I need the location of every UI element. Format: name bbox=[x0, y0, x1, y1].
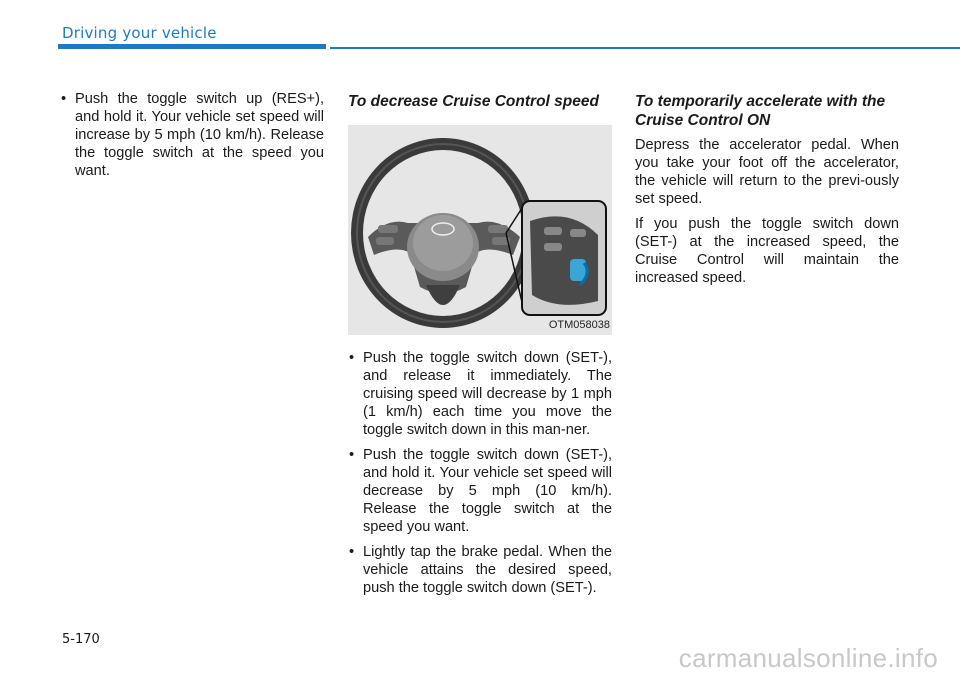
decrease-speed-heading: To decrease Cruise Control speed bbox=[348, 93, 599, 110]
column-2 bbox=[348, 92, 612, 604]
watermark: carmanualsonline.info bbox=[678, 643, 938, 673]
bullet-item: • Lightly tap the brake pedal. When the vehicle attains the desired speed, push the toggle switch down (SET-). bbox=[348, 543, 612, 597]
bullet-list bbox=[60, 90, 324, 180]
bullet-item: • Push the toggle switch down (SET-), and hold it. Your vehicle set speed will decrease by 5 mph (10 km/h). Release the toggle switch at the speed you want. bbox=[348, 446, 612, 536]
bullet-item: • Push the toggle switch down (SET-), and release it immediately. The cruising speed will decrease by 1 mph (1 km/h) each time you move the toggle switch down in this man-ner. bbox=[348, 349, 612, 439]
paragraph: Depress the accelerator pedal. When you take your foot off the accelerator, the vehicle will return to the previ-ously set speed. bbox=[635, 137, 899, 207]
bullet-item: • Push the toggle switch up (RES+), and hold it. Your vehicle set speed will increase by 5 mph (10 km/h). Release the toggle switch at the speed you want. bbox=[60, 90, 324, 180]
figure-code: OTM058038 bbox=[548, 319, 610, 331]
header-rule-thick bbox=[58, 44, 326, 49]
bullet-list bbox=[348, 349, 612, 597]
accelerate-heading: To temporarily accelerate with the Cruise Control ON bbox=[635, 93, 886, 129]
paragraph: If you push the toggle switch down (SET-) at the increased speed, the Cruise Control will maintain the increased speed. bbox=[635, 216, 899, 286]
page-number: 5-170 bbox=[62, 632, 100, 647]
section-title: Driving your vehicle bbox=[62, 24, 217, 42]
steering-wheel-illustration bbox=[348, 125, 612, 335]
steering-wheel-figure bbox=[348, 125, 612, 335]
header-rule-thin bbox=[330, 47, 960, 49]
column-1 bbox=[60, 90, 324, 187]
column-3 bbox=[635, 92, 899, 294]
